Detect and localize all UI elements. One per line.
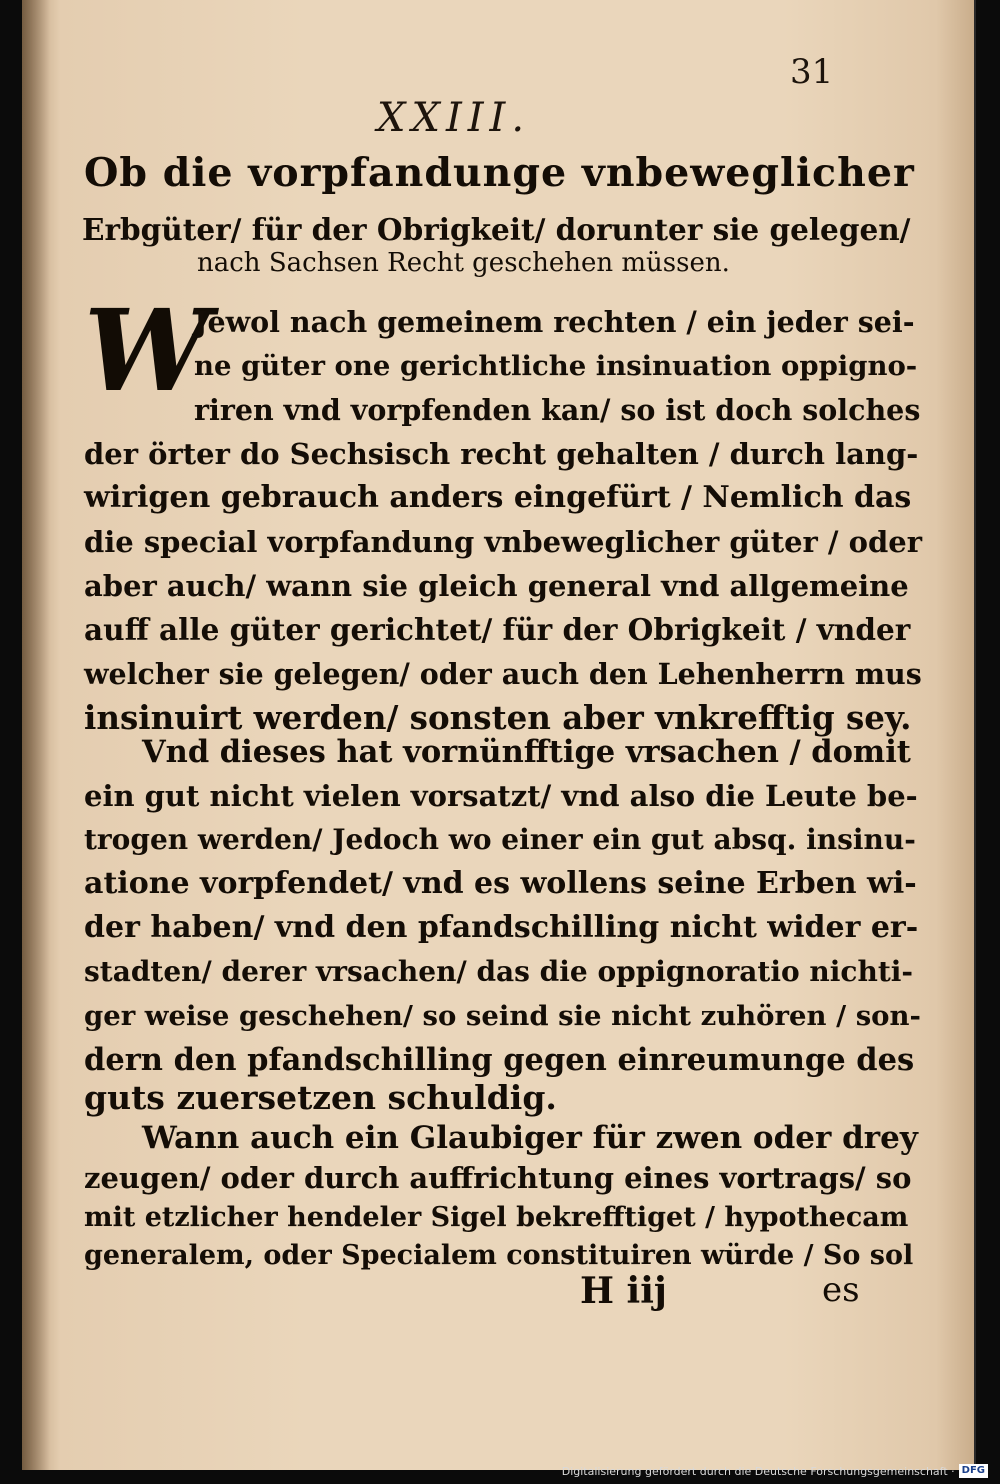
book-page — [22, 0, 976, 1470]
body-line: trogen werden/ Jedoch wo einer ein gut absq. insinu- — [84, 823, 916, 856]
body-line: guts zuersetzen schuldig. — [84, 1078, 557, 1117]
body-line: ger weise geschehen/ so seind sie nicht zuhören / son- — [84, 1000, 921, 1032]
footer-credit-text: Digitalisierung gefördert durch die Deutsche Forschungsgemeinschaft · — [561, 1464, 955, 1478]
body-line: aber auch/ wann sie gleich general vnd allgemeine — [84, 569, 909, 603]
body-line: riren vnd vorpfenden kan/ so ist doch solches — [194, 393, 921, 427]
page-number: 31 — [790, 52, 834, 92]
chapter-heading: XXIII. — [377, 95, 531, 141]
body-line: auff alle güter gerichtet/ für der Obrigkeit / vnder — [84, 612, 911, 647]
body-line: Jewol nach gemeinem rechten / ein jeder sei- — [194, 305, 915, 339]
body-line: Wann auch ein Glaubiger für zwen oder drey — [142, 1120, 918, 1156]
body-line: zeugen/ oder durch auffrichtung eines vortrags/ so — [84, 1161, 912, 1195]
digitization-footer — [562, 1464, 988, 1478]
body-line: stadten/ derer vrsachen/ das die oppignoratio nichti- — [84, 955, 914, 988]
page-gutter-shadow — [22, 0, 50, 1470]
title-line-1: Ob die vorpfandunge vnbeweglicher — [84, 150, 915, 196]
body-line: der örter do Sechsisch recht gehalten / durch lang- — [84, 437, 919, 471]
body-line: dern den pfandschilling gegen einreumunge des — [84, 1042, 915, 1078]
body-line: wirigen gebrauch anders eingefürt / Nemlich das — [84, 480, 912, 515]
drop-cap-initial: W — [84, 286, 210, 417]
signature-mark: H iij — [580, 1270, 667, 1312]
body-line: ne güter one gerichtliche insinuation oppigno- — [194, 350, 918, 382]
body-line: der haben/ vnd den pfandschilling nicht wider er- — [84, 910, 919, 945]
body-line: generalem, oder Specialem constituiren würde / So sol — [84, 1240, 914, 1271]
dfg-logo: DFG — [959, 1464, 988, 1478]
body-line: die special vorpfandung vnbeweglicher güter / oder — [84, 525, 922, 559]
title-line-2: Erbgüter/ für der Obrigkeit/ dorunter sie gelegen/ — [82, 212, 911, 247]
body-line: Vnd dieses hat vornünfftige vrsachen / domit — [142, 734, 911, 770]
body-line: atione vorpfendet/ vnd es wollens seine Erben wi- — [84, 866, 917, 901]
body-line: mit etzlicher hendeler Sigel bekrefftiget / hypothecam — [84, 1202, 909, 1233]
title-line-3: nach Sachsen Recht geschehen müssen. — [197, 248, 730, 278]
catchword: es — [822, 1270, 860, 1310]
body-line: ein gut nicht vielen vorsatzt/ vnd also die Leute be- — [84, 779, 918, 813]
body-line: welcher sie gelegen/ oder auch den Lehenherrn mus — [84, 657, 922, 691]
body-line: insinuirt werden/ sonsten aber vnkrefftig sey. — [84, 698, 912, 737]
